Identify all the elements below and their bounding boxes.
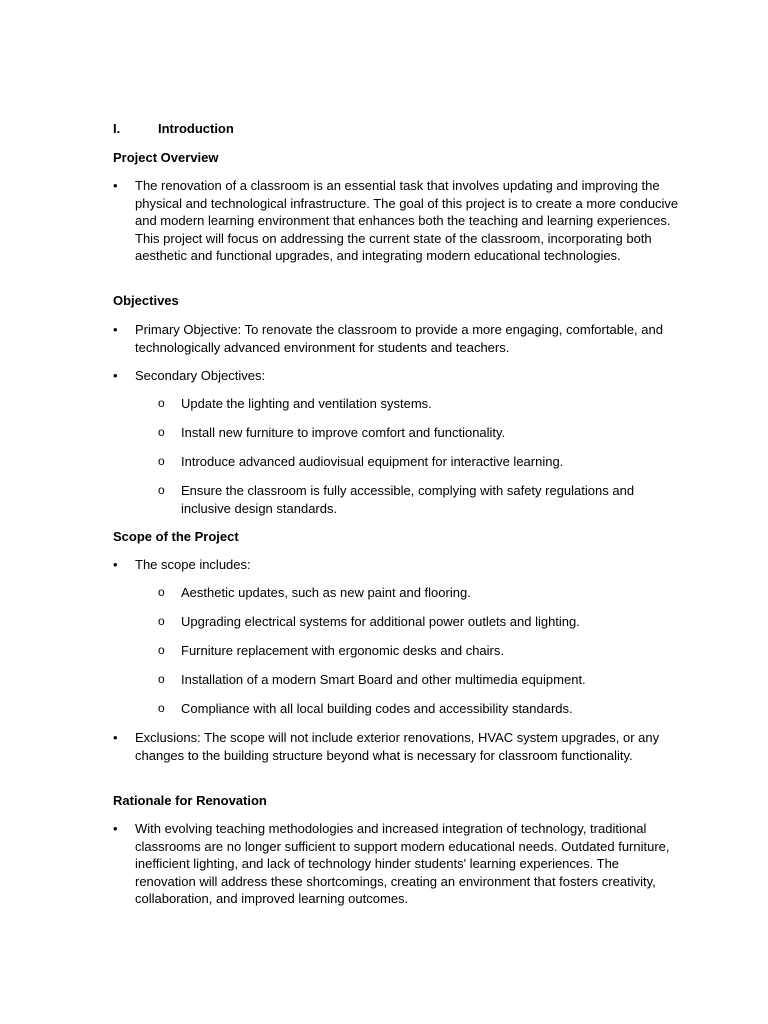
sub-list-item: [158, 482, 683, 517]
sub-list-item: [158, 671, 683, 689]
sub-list-item: [158, 584, 683, 602]
secondary-objective-text: Install new furniture to improve comfort and functionality.: [181, 425, 506, 440]
bullet-marker: •: [113, 557, 118, 572]
bullet-marker: •: [113, 178, 118, 193]
list-item: [113, 729, 683, 764]
subbullet-marker: o: [158, 643, 165, 657]
section-title: Introduction: [158, 121, 234, 136]
rationale-text: With evolving teaching methodologies and increased integration of technology, traditional classrooms are no longer sufficient to support modern educational needs. Outdated furniture, inefficient lighting, and lack of technology hinder students' learning experiences. The renovation will address these shortcomings, creating an environment that fosters creativity, collaboration, and improved learning outcomes.: [135, 821, 670, 906]
list-item: [113, 321, 683, 356]
list-item: [113, 556, 683, 574]
subbullet-marker: o: [158, 483, 165, 497]
subbullet-marker: o: [158, 425, 165, 439]
scope-heading: Scope of the Project: [113, 529, 239, 544]
objectives-heading: Objectives: [113, 293, 179, 308]
subbullet-marker: o: [158, 701, 165, 715]
subbullet-marker: o: [158, 396, 165, 410]
project-overview-heading: Project Overview: [113, 150, 219, 165]
scope-item-text: Furniture replacement with ergonomic desks and chairs.: [181, 643, 504, 658]
bullet-marker: •: [113, 821, 118, 836]
bullet-marker: •: [113, 730, 118, 745]
bullet-marker: •: [113, 322, 118, 337]
scope-item-text: Installation of a modern Smart Board and other multimedia equipment.: [181, 672, 586, 687]
secondary-objective-text: Introduce advanced audiovisual equipment for interactive learning.: [181, 454, 564, 469]
sub-list-item: [158, 700, 683, 718]
subbullet-marker: o: [158, 585, 165, 599]
section-number: I.: [113, 121, 121, 136]
list-item: [113, 177, 683, 265]
sub-list-item: [158, 395, 683, 413]
secondary-objective-text: Ensure the classroom is fully accessible, complying with safety regulations and inclusive design standards.: [181, 483, 635, 516]
project-overview-text: The renovation of a classroom is an essential task that involves updating and improving the physical and technological infrastructure. The goal of this project is to create a more conducive and modern learning environment that enhances both the teaching and learning experiences. This project will focus on addressing the current state of the classroom, incorporating both aesthetic and functional upgrades, and integrating modern educational technologies.: [135, 178, 679, 263]
list-item: [113, 367, 683, 385]
secondary-objectives-label: Secondary Objectives:: [135, 368, 266, 383]
scope-item-text: Aesthetic updates, such as new paint and flooring.: [181, 585, 471, 600]
sub-list-item: [158, 642, 683, 660]
subbullet-marker: o: [158, 614, 165, 628]
sub-list-item: [158, 613, 683, 631]
primary-objective-text: Primary Objective: To renovate the classroom to provide a more engaging, comfortable, and technologically advanced environment for students and teachers.: [135, 322, 663, 355]
scope-exclusions-text: Exclusions: The scope will not include exterior renovations, HVAC system upgrades, or any changes to the building structure beyond what is necessary for classroom functionality.: [135, 730, 660, 763]
subbullet-marker: o: [158, 672, 165, 686]
bullet-marker: •: [113, 368, 118, 383]
scope-item-text: Compliance with all local building codes and accessibility standards.: [181, 701, 573, 716]
subbullet-marker: o: [158, 454, 165, 468]
sub-list-item: [158, 453, 683, 471]
scope-item-text: Upgrading electrical systems for additional power outlets and lighting.: [181, 614, 580, 629]
section-heading: [113, 120, 234, 138]
sub-list-item: [158, 424, 683, 442]
scope-includes-label: The scope includes:: [135, 557, 251, 572]
rationale-heading: Rationale for Renovation: [113, 793, 267, 808]
list-item: [113, 820, 683, 908]
secondary-objective-text: Update the lighting and ventilation systems.: [181, 396, 432, 411]
